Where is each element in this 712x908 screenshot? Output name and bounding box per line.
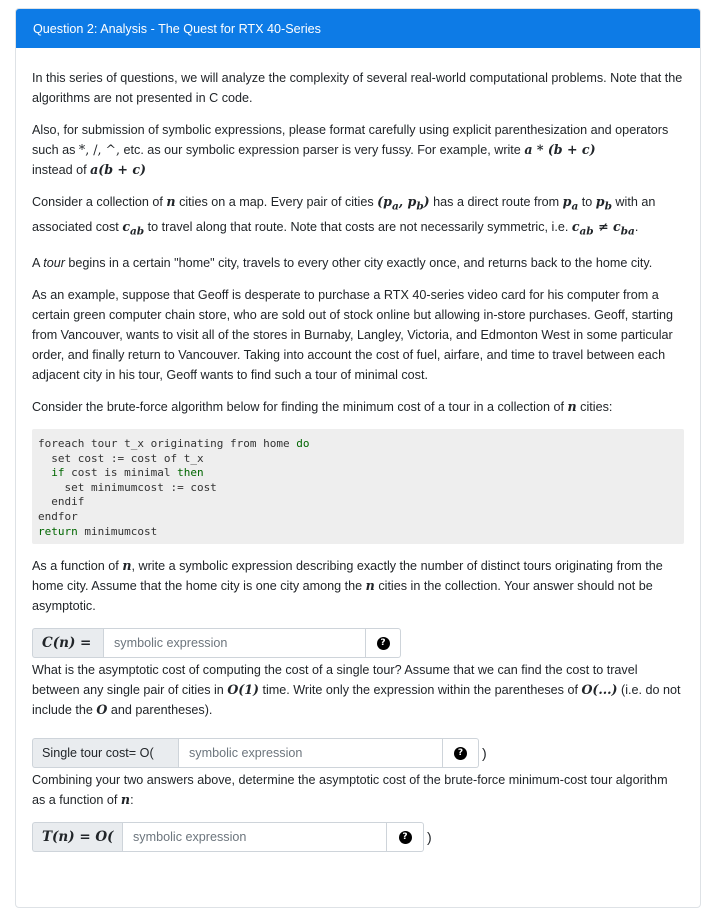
question-mark-icon: ? [377, 637, 390, 650]
tours-count-input[interactable]: symbolic expression [103, 628, 366, 658]
tour-paragraph: A tour begins in a certain "home" city, travels to every other city exactly once, and returns back to the home city. [32, 256, 653, 271]
total-cost-input[interactable]: symbolic expression [122, 822, 387, 852]
total-cost-label: T(n) = O( [32, 822, 122, 852]
intro-paragraph: In this series of questions, we will analyze the complexity of several real-world computational problems. Note that the algorithms are not presented in C code. [32, 71, 683, 105]
tours-count-label: C(n) = [32, 628, 103, 658]
question-mark-icon: ? [454, 747, 467, 760]
single-tour-question: What is the asymptotic cost of computing the cost of a single tour? Assume that we can find the cost to travel between any single pair of cities in O(1) time. Write only the expression within the parentheses of O(...) (i.e. do not include the O and parentheses). [32, 663, 681, 718]
question-card [15, 8, 701, 908]
question-title: Question 2: Analysis - The Quest for RTX 40-Series [33, 21, 321, 36]
cities-paragraph: Consider a collection of n cities on a map. Every pair of cities ($p_a$, $p_b$) has a direct route from $p_a$ to $p_b$ with an associated cost $c_{ab}$ to travel along that route. Note that costs are not necessarily symmetric, i.e. $c_{ab} \ne c_{ba}$. [32, 194, 656, 238]
tours-count-answer-group [32, 628, 401, 658]
tours-count-question: As a function of n, write a symbolic expression describing exactly the number of distinct tours originating from the home city. Assume that the home city is one city among the n cities in the collection. Your answer should not be asymptotic. [32, 558, 663, 614]
close-paren: ) [427, 829, 432, 846]
algorithm-intro: Consider the brute-force algorithm below for finding the minimum cost of a tour in a collection of n cities: [32, 399, 613, 415]
single-tour-label: Single tour cost= O( [32, 738, 178, 768]
single-tour-help-button[interactable] [443, 738, 479, 768]
question-header [16, 9, 700, 48]
total-cost-question: Combining your two answers above, determine the asymptotic cost of the brute-force minimum-cost tour algorithm as a function of n: [32, 773, 668, 808]
question-mark-icon: ? [399, 831, 412, 844]
algorithm-code-block: foreach tour t_x originating from home do set cost := cost of t_x if cost is minimal then set minimumcost := cost endif endfor return minimumcost [32, 429, 684, 544]
single-tour-answer-group [32, 738, 492, 768]
tours-count-help-button[interactable] [366, 628, 401, 658]
close-paren: ) [482, 745, 487, 762]
total-cost-help-button[interactable] [387, 822, 424, 852]
total-cost-answer-group [32, 822, 442, 852]
question-body [16, 48, 700, 852]
format-paragraph: Also, for submission of symbolic expressions, please format carefully using explicit parenthesization and operators such as *, /, ^, etc. as our symbolic expression parser is very fussy. For example, write a * (b + c) instead of a(b + c) [32, 123, 669, 177]
single-tour-input[interactable]: symbolic expression [178, 738, 443, 768]
example-paragraph: As an example, suppose that Geoff is desperate to purchase a RTX 40-series video card for his computer from a certain green computer chain store, who are sold out of stock online but allowing in-store purchases. Geoff, starting from Vancouver, wants to visit all of the stores in Burnaby, Langley, Victoria, and Edmonton West in some particular order, and finally return to Vancouver. Taking into account the cost of fuel, airfare, and time to travel between each adjacent city in his tour, Geoff wants to find such a tour of minimal cost. [32, 288, 673, 383]
